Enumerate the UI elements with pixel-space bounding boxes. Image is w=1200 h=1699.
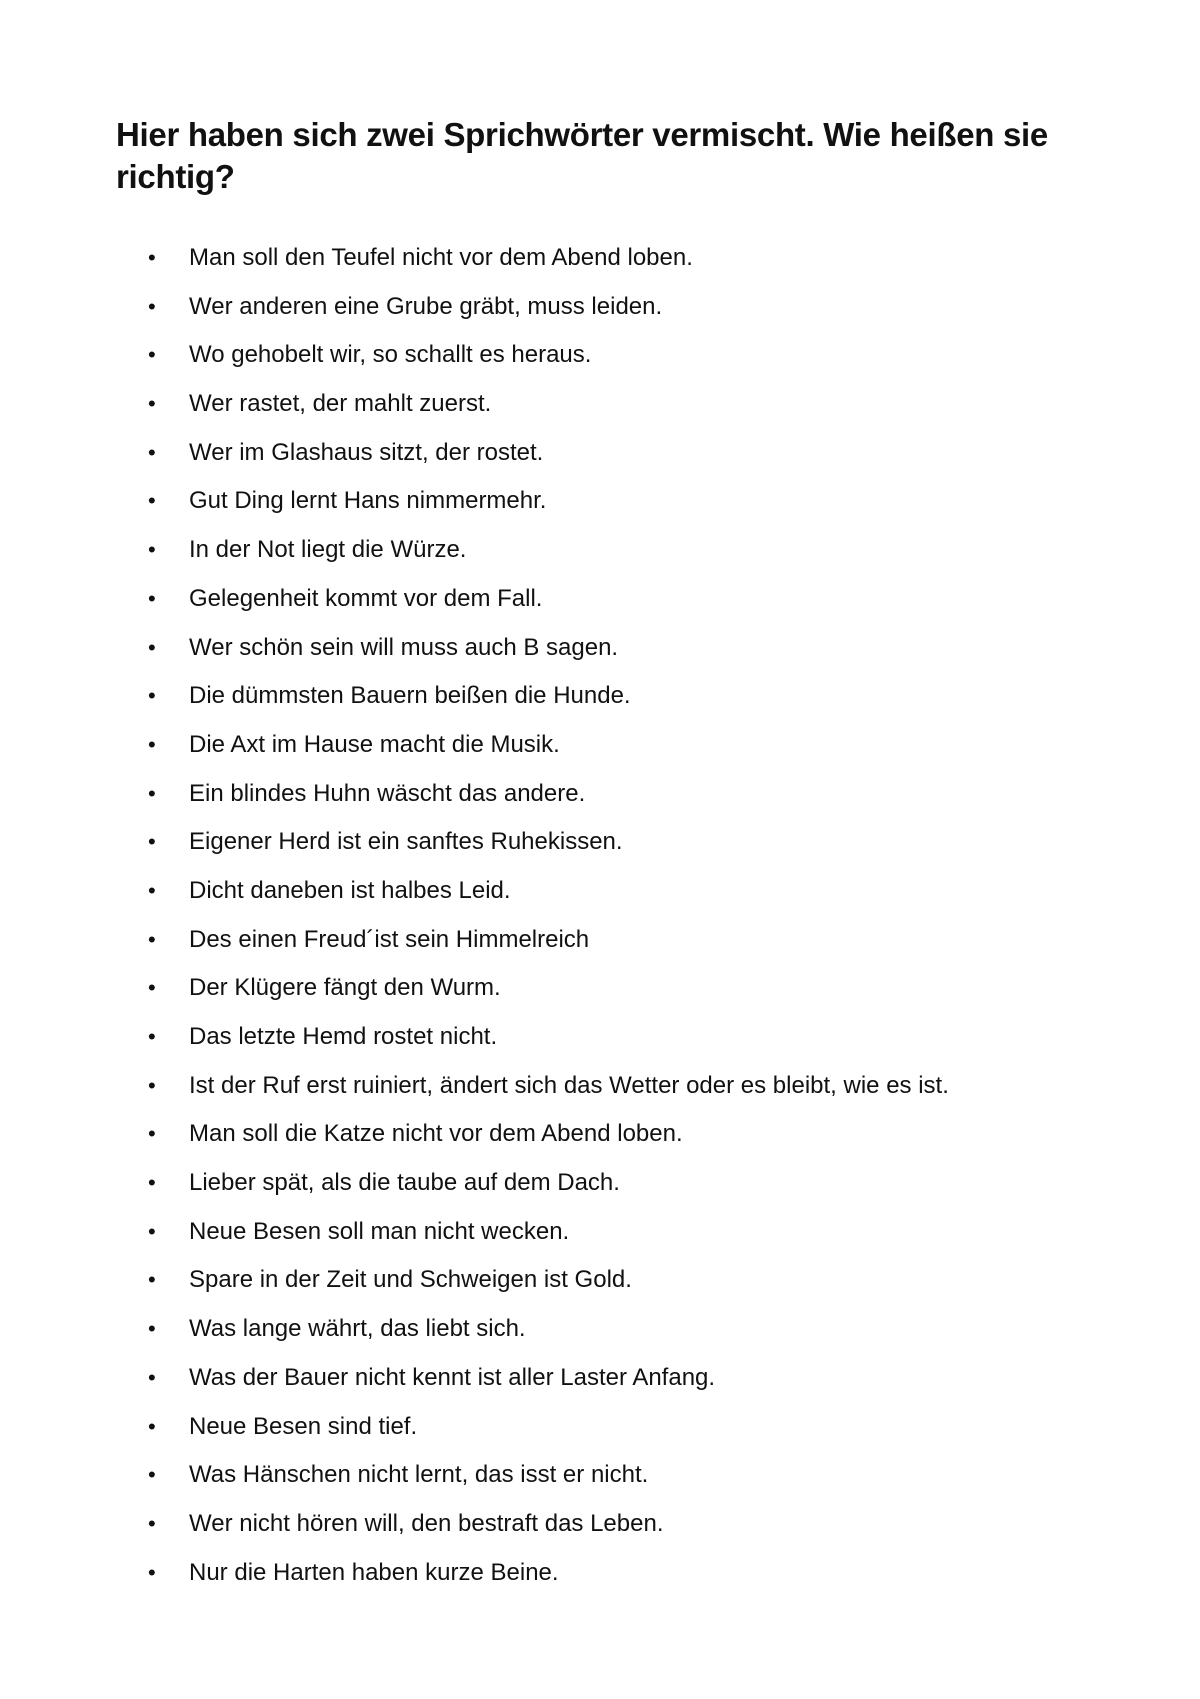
list-item (148, 1557, 1148, 1606)
list-item (148, 632, 1148, 681)
proverb-text: Eigener Herd ist ein sanftes Ruhekissen. (189, 828, 623, 856)
bullet-icon: • (148, 1364, 156, 1390)
bullet-icon: • (148, 1121, 156, 1147)
list-item (148, 291, 1148, 340)
list-item (148, 485, 1148, 534)
list-item (148, 1264, 1148, 1313)
proverb-text: Was Hänschen nicht lernt, das isst er nicht. (189, 1461, 649, 1489)
proverb-text: Man soll die Katze nicht vor dem Abend loben. (189, 1120, 683, 1148)
bullet-icon: • (148, 683, 156, 709)
bullet-icon: • (148, 342, 156, 368)
proverb-text: Was lange währt, das liebt sich. (189, 1315, 526, 1343)
list-item (148, 1070, 1148, 1119)
bullet-icon: • (148, 975, 156, 1001)
list-item (148, 1118, 1148, 1167)
list-item (148, 875, 1148, 924)
proverb-text: Ein blindes Huhn wäscht das andere. (189, 779, 586, 807)
proverb-text: Spare in der Zeit und Schweigen ist Gold. (189, 1266, 632, 1294)
proverb-list (148, 242, 1148, 1605)
bullet-icon: • (148, 1510, 156, 1536)
list-item (148, 388, 1148, 437)
list-item (148, 826, 1148, 875)
bullet-icon: • (148, 1559, 156, 1585)
list-item (148, 729, 1148, 778)
bullet-icon: • (148, 1072, 156, 1098)
proverb-text: Das letzte Hemd rostet nicht. (189, 1023, 498, 1050)
bullet-icon: • (148, 1462, 156, 1488)
list-item (148, 1508, 1148, 1557)
list-item (148, 437, 1148, 486)
bullet-icon: • (148, 1267, 156, 1293)
list-item (148, 1362, 1148, 1411)
list-item (148, 1459, 1148, 1508)
proverb-text: Lieber spät, als die taube auf dem Dach. (189, 1169, 620, 1197)
proverb-text: Die dümmsten Bauern beißen die Hunde. (189, 682, 631, 710)
proverb-text: Neue Besen soll man nicht wecken. (189, 1217, 570, 1245)
list-item (148, 339, 1148, 388)
list-item (148, 242, 1148, 291)
list-item (148, 972, 1148, 1021)
list-item (148, 1313, 1148, 1362)
proverb-text: Was der Bauer nicht kennt ist aller Laster Anfang. (189, 1363, 716, 1391)
proverb-text: Wer schön sein will muss auch B sagen. (189, 633, 619, 661)
bullet-icon: • (148, 1413, 156, 1439)
proverb-text: In der Not liegt die Würze. (189, 536, 467, 564)
list-item (148, 680, 1148, 729)
list-item (148, 1167, 1148, 1216)
proverb-text: Wer im Glashaus sitzt, der rostet. (189, 438, 544, 466)
proverb-text: Dicht daneben ist halbes Leid. (189, 876, 511, 904)
list-item (148, 1411, 1148, 1460)
proverb-text: Wo gehobelt wir, so schallt es heraus. (189, 341, 592, 369)
proverb-text: Wer nicht hören will, den bestraft das Leben. (189, 1509, 664, 1537)
list-item (148, 534, 1148, 583)
proverb-text: Ist der Ruf erst ruiniert, ändert sich das Wetter oder es bleibt, wie es ist. (189, 1071, 949, 1099)
bullet-icon: • (148, 731, 156, 757)
bullet-icon: • (148, 439, 156, 465)
bullet-icon: • (148, 926, 156, 952)
bullet-icon: • (148, 585, 156, 611)
proverb-text: Gelegenheit kommt vor dem Fall. (189, 584, 543, 612)
proverb-text: Wer anderen eine Grube gräbt, muss leiden. (189, 292, 663, 320)
proverb-text: Der Klügere fängt den Wurm. (189, 974, 501, 1002)
bullet-icon: • (148, 537, 156, 563)
bullet-icon: • (148, 877, 156, 903)
bullet-icon: • (148, 245, 156, 270)
proverb-text: Gut Ding lernt Hans nimmermehr. (189, 487, 547, 515)
proverb-text: Man soll den Teufel nicht vor dem Abend loben. (189, 244, 693, 271)
bullet-icon: • (148, 634, 156, 660)
bullet-icon: • (148, 488, 156, 514)
list-item (148, 583, 1148, 632)
bullet-icon: • (148, 293, 156, 319)
bullet-icon: • (148, 1024, 156, 1049)
bullet-icon: • (148, 1170, 156, 1196)
list-item (148, 1216, 1148, 1265)
list-item (148, 778, 1148, 827)
bullet-icon: • (148, 1218, 156, 1244)
list-item (148, 1021, 1148, 1070)
bullet-icon: • (148, 780, 156, 806)
page-title: Hier haben sich zwei Sprichwörter vermischt. Wie heißen sie richtig? (116, 116, 1048, 195)
proverb-text: Die Axt im Hause macht die Musik. (189, 730, 560, 758)
proverb-text: Nur die Harten haben kurze Beine. (189, 1558, 559, 1586)
bullet-icon: • (148, 391, 156, 417)
proverb-text: Wer rastet, der mahlt zuerst. (189, 390, 492, 418)
proverb-text: Neue Besen sind tief. (189, 1412, 418, 1440)
bullet-icon: • (148, 1316, 156, 1342)
bullet-icon: • (148, 829, 156, 855)
list-item (148, 924, 1148, 973)
proverb-text: Des einen Freud´ist sein Himmelreich (189, 925, 590, 953)
